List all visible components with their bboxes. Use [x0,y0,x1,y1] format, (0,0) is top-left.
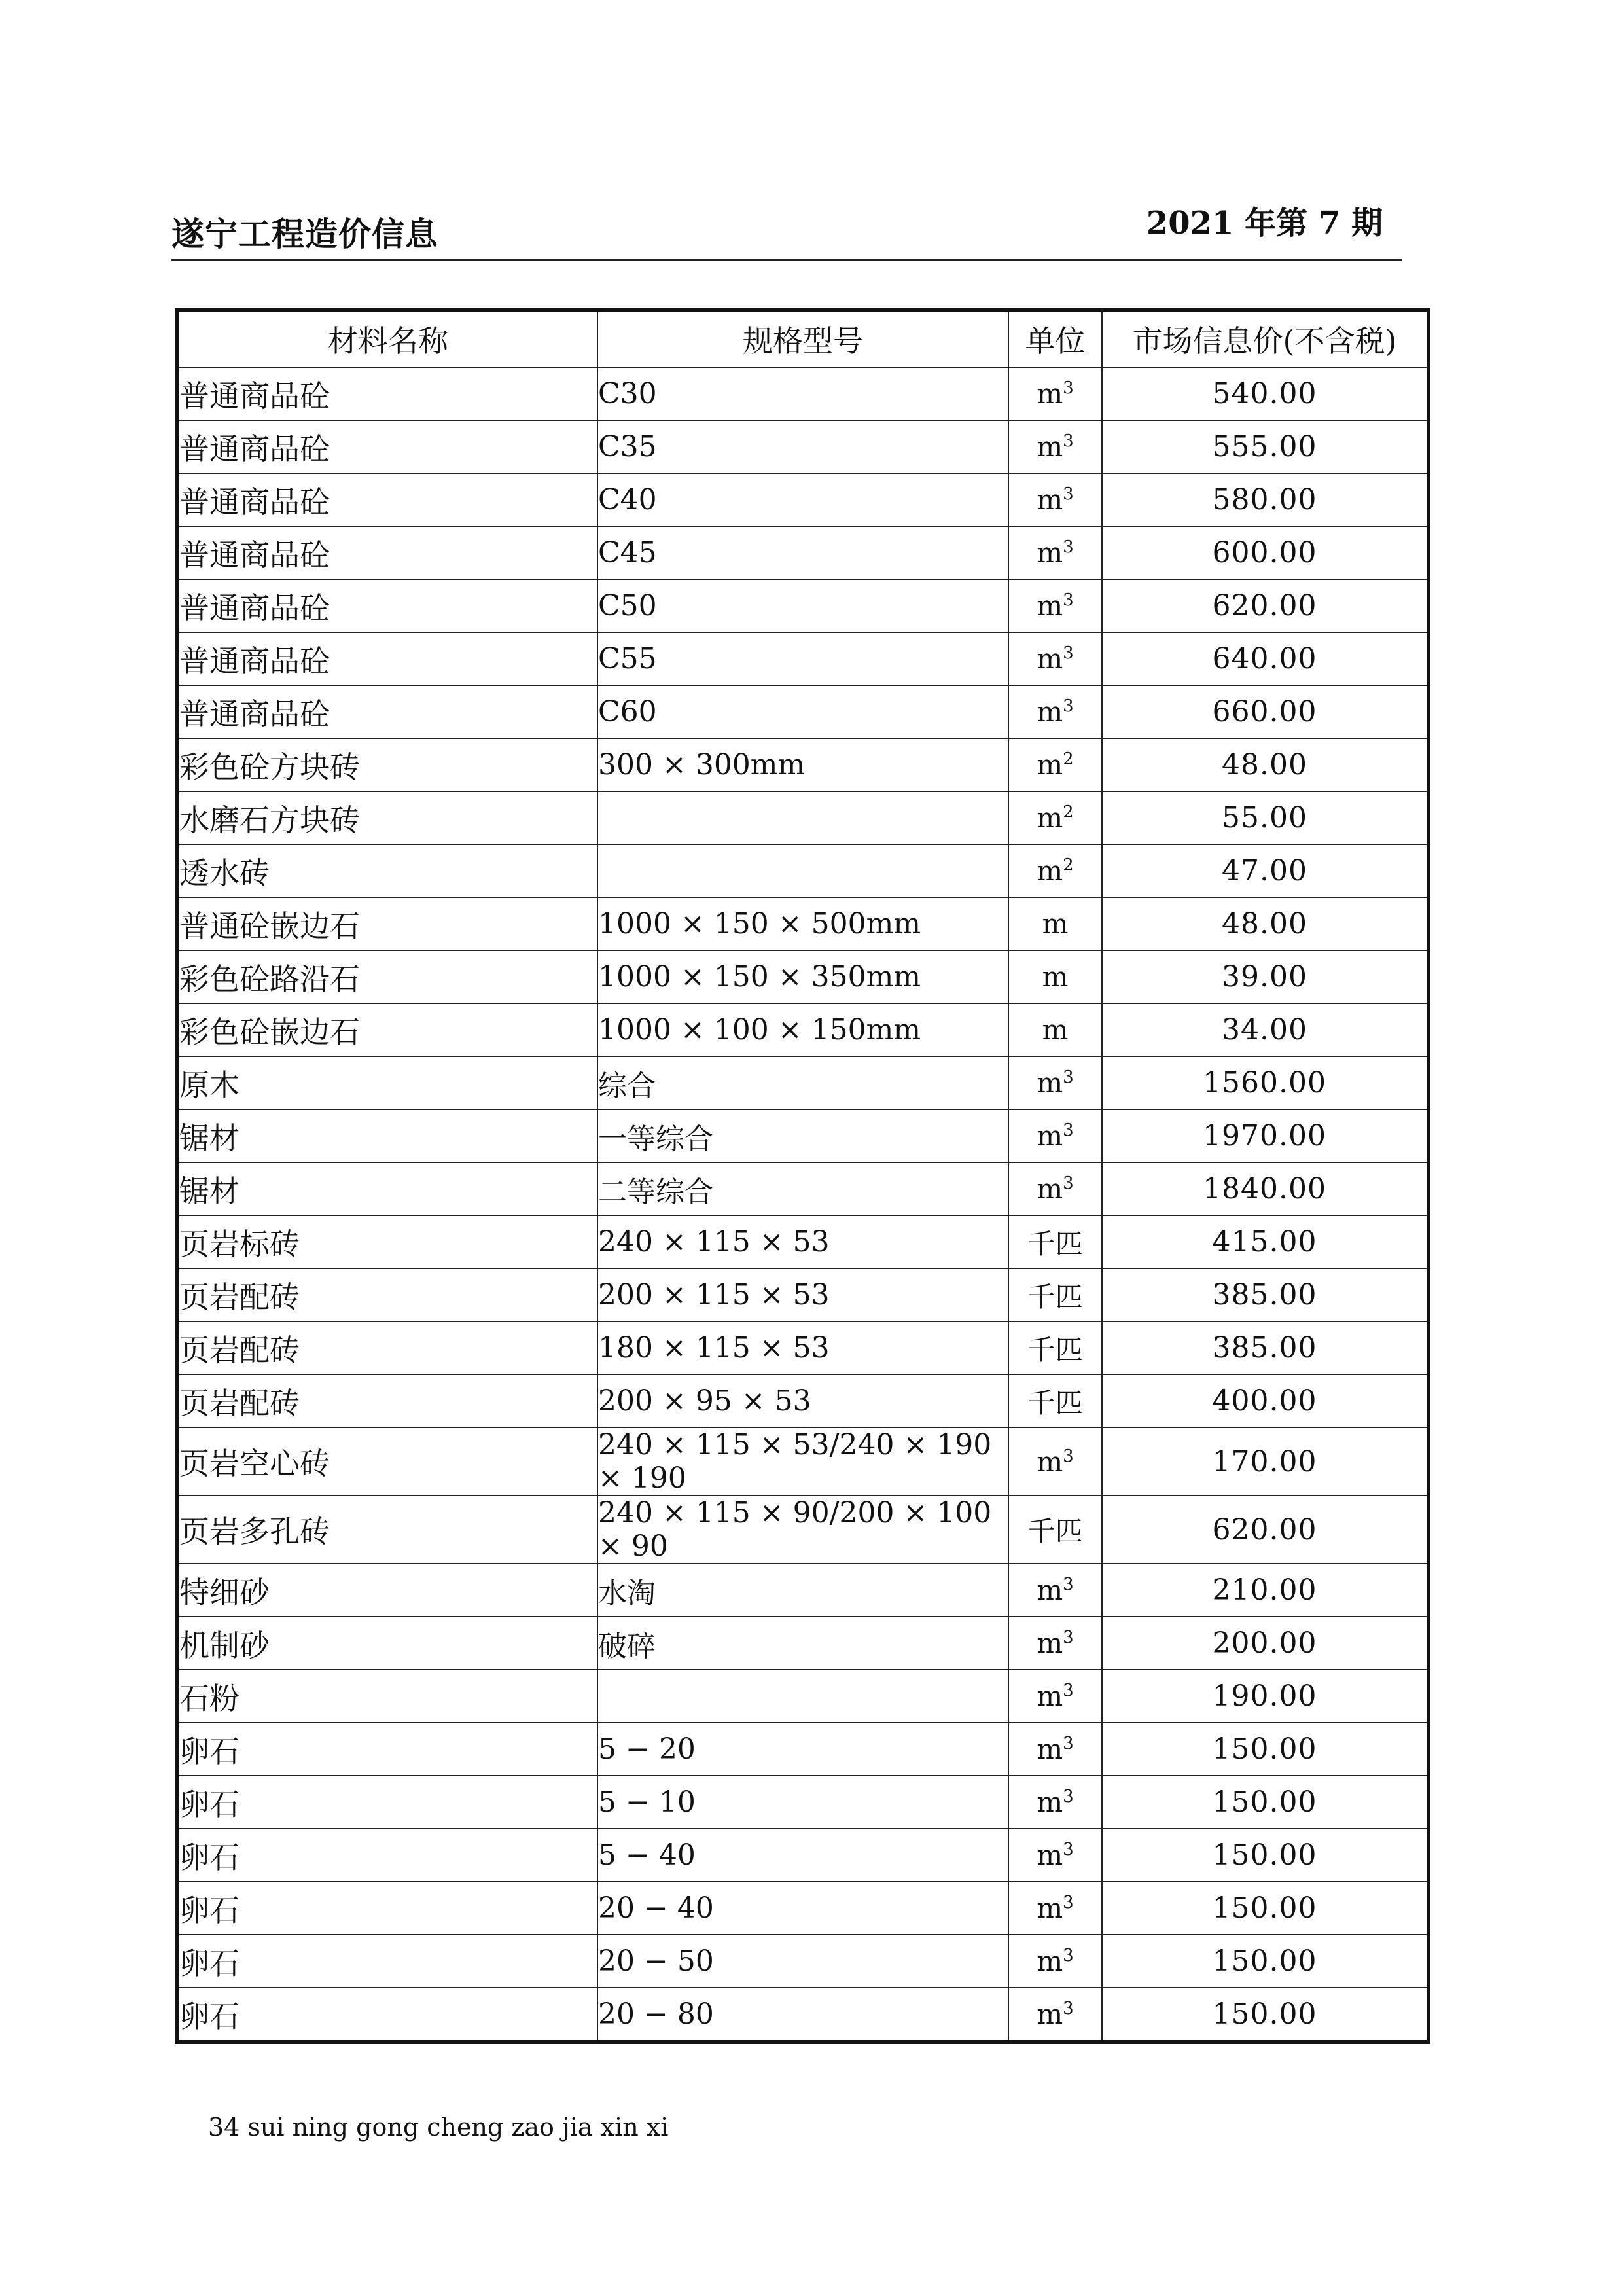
unit-cell: $m^3$ [1008,1776,1102,1829]
material-name-cell: 透水砖 [177,844,597,897]
unit-cell: $m^3$ [1008,579,1102,632]
price-cell: 1840.00 [1102,1162,1429,1215]
material-name-cell: 普通商品砼 [177,526,597,579]
table-row [177,791,1429,844]
header-divider [171,259,1402,261]
price-cell: 190.00 [1102,1670,1429,1723]
spec-cell: 1000 × 100 × 150mm [597,1003,1008,1056]
table-row [177,844,1429,897]
column-header-name: 材料名称 [177,310,597,367]
material-name-cell: 彩色砼路沿石 [177,950,597,1003]
price-cell: 620.00 [1102,1496,1429,1564]
unit-cell: 千匹 [1008,1374,1102,1427]
material-name-cell: 普通砼嵌边石 [177,897,597,950]
spec-cell: 240 × 115 × 90/200 × 100 × 90 [597,1496,1008,1564]
material-name-cell: 石粉 [177,1670,597,1723]
price-cell: 385.00 [1102,1268,1429,1321]
unit-cell: $m^3$ [1008,1829,1102,1882]
unit-cell: $m^3$ [1008,1723,1102,1776]
material-name-cell: 机制砂 [177,1617,597,1670]
unit-cell: $m^3$ [1008,685,1102,738]
unit-cell: 千匹 [1008,1268,1102,1321]
material-name-cell: 卵石 [177,1829,597,1882]
spec-cell: 二等综合 [597,1162,1008,1215]
spec-cell: C45 [597,526,1008,579]
table-row [177,1321,1429,1374]
spec-cell: 20 − 50 [597,1935,1008,1988]
material-name-cell: 彩色砼方块砖 [177,738,597,791]
material-name-cell: 卵石 [177,1723,597,1776]
price-table [175,308,1430,2044]
price-cell: 48.00 [1102,897,1429,950]
price-cell: 47.00 [1102,844,1429,897]
column-header-unit: 单位 [1008,310,1102,367]
unit-cell: $m^2$ [1008,791,1102,844]
unit-cell: $m^2$ [1008,844,1102,897]
table-row [177,1003,1429,1056]
unit-cell: $m^3$ [1008,632,1102,685]
unit-cell: $m^3$ [1008,420,1102,473]
material-name-cell: 普通商品砼 [177,579,597,632]
issue-label: 2021 年第 7 期 [1146,205,1383,242]
price-cell: 1560.00 [1102,1056,1429,1109]
material-name-cell: 普通商品砼 [177,420,597,473]
spec-cell: 一等综合 [597,1109,1008,1162]
spec-cell: 300 × 300mm [597,738,1008,791]
unit-cell: m [1008,950,1102,1003]
table-row [177,1564,1429,1617]
unit-cell: $m^2$ [1008,738,1102,791]
price-cell: 400.00 [1102,1374,1429,1427]
table-row [177,1374,1429,1427]
material-name-cell: 锯材 [177,1162,597,1215]
spec-cell: C55 [597,632,1008,685]
material-name-cell: 水磨石方块砖 [177,791,597,844]
table-row [177,1109,1429,1162]
spec-cell: 5 − 10 [597,1776,1008,1829]
column-header-spec: 规格型号 [597,310,1008,367]
unit-cell: $m^3$ [1008,1109,1102,1162]
price-cell: 150.00 [1102,1988,1429,2042]
price-cell: 620.00 [1102,579,1429,632]
material-name-cell: 页岩配砖 [177,1268,597,1321]
table-row [177,632,1429,685]
price-cell: 150.00 [1102,1829,1429,1882]
material-name-cell: 彩色砼嵌边石 [177,1003,597,1056]
spec-cell: C35 [597,420,1008,473]
unit-cell: 千匹 [1008,1496,1102,1564]
unit-cell: $m^3$ [1008,1056,1102,1109]
spec-cell: 180 × 115 × 53 [597,1321,1008,1374]
spec-cell [597,791,1008,844]
material-name-cell: 原木 [177,1056,597,1109]
price-cell: 415.00 [1102,1215,1429,1268]
column-header-price: 市场信息价(不含税) [1102,310,1429,367]
table-row [177,1723,1429,1776]
table-row [177,1215,1429,1268]
spec-cell: 破碎 [597,1617,1008,1670]
material-name-cell: 卵石 [177,1988,597,2042]
material-name-cell: 页岩配砖 [177,1374,597,1427]
material-name-cell: 页岩配砖 [177,1321,597,1374]
price-cell: 1970.00 [1102,1109,1429,1162]
price-cell: 640.00 [1102,632,1429,685]
unit-cell: $m^3$ [1008,473,1102,526]
spec-cell: 200 × 115 × 53 [597,1268,1008,1321]
unit-cell: $m^3$ [1008,1670,1102,1723]
spec-cell [597,844,1008,897]
price-cell: 660.00 [1102,685,1429,738]
unit-cell: 千匹 [1008,1321,1102,1374]
table-row [177,420,1429,473]
table-row [177,1268,1429,1321]
unit-cell: $m^3$ [1008,367,1102,420]
price-cell: 200.00 [1102,1617,1429,1670]
price-cell: 150.00 [1102,1723,1429,1776]
table-row [177,1935,1429,1988]
unit-cell: m [1008,897,1102,950]
material-name-cell: 锯材 [177,1109,597,1162]
table-row [177,1617,1429,1670]
spec-cell: 1000 × 150 × 500mm [597,897,1008,950]
spec-cell: C40 [597,473,1008,526]
price-cell: 555.00 [1102,420,1429,473]
table-row [177,1882,1429,1935]
table-header-row [177,310,1429,367]
price-cell: 385.00 [1102,1321,1429,1374]
unit-cell: $m^3$ [1008,526,1102,579]
unit-cell: $m^3$ [1008,1988,1102,2042]
material-name-cell: 普通商品砼 [177,367,597,420]
price-cell: 55.00 [1102,791,1429,844]
spec-cell: 5 − 20 [597,1723,1008,1776]
table-row [177,1988,1429,2042]
material-name-cell: 普通商品砼 [177,632,597,685]
material-name-cell: 普通商品砼 [177,685,597,738]
table-row [177,1427,1429,1496]
spec-cell: 20 − 80 [597,1988,1008,2042]
spec-cell: 240 × 115 × 53/240 × 190 × 190 [597,1427,1008,1496]
table-row [177,526,1429,579]
spec-cell: 水淘 [597,1564,1008,1617]
price-cell: 540.00 [1102,367,1429,420]
material-name-cell: 页岩多孔砖 [177,1496,597,1564]
spec-cell: 200 × 95 × 53 [597,1374,1008,1427]
table-row [177,950,1429,1003]
table-row [177,1162,1429,1215]
publication-title: 遂宁工程造价信息 [171,215,438,253]
spec-cell: C50 [597,579,1008,632]
price-cell: 600.00 [1102,526,1429,579]
material-name-cell: 页岩空心砖 [177,1427,597,1496]
price-cell: 150.00 [1102,1882,1429,1935]
unit-cell: m [1008,1003,1102,1056]
table-row [177,1829,1429,1882]
price-cell: 34.00 [1102,1003,1429,1056]
unit-cell: $m^3$ [1008,1564,1102,1617]
spec-cell: 20 − 40 [597,1882,1008,1935]
spec-cell: 综合 [597,1056,1008,1109]
unit-cell: $m^3$ [1008,1427,1102,1496]
table-row [177,738,1429,791]
unit-cell: $m^3$ [1008,1882,1102,1935]
material-name-cell: 卵石 [177,1776,597,1829]
table-row [177,367,1429,420]
material-name-cell: 特细砂 [177,1564,597,1617]
unit-cell: 千匹 [1008,1215,1102,1268]
spec-cell [597,1670,1008,1723]
price-cell: 150.00 [1102,1776,1429,1829]
unit-cell: $m^3$ [1008,1617,1102,1670]
unit-cell: $m^3$ [1008,1935,1102,1988]
price-cell: 48.00 [1102,738,1429,791]
spec-cell: 1000 × 150 × 350mm [597,950,1008,1003]
table-row [177,473,1429,526]
spec-cell: C60 [597,685,1008,738]
material-name-cell: 页岩标砖 [177,1215,597,1268]
spec-cell: 5 − 40 [597,1829,1008,1882]
table-row [177,1776,1429,1829]
spec-cell: 240 × 115 × 53 [597,1215,1008,1268]
material-name-cell: 普通商品砼 [177,473,597,526]
table-row [177,579,1429,632]
table-row [177,1496,1429,1564]
table-row [177,1056,1429,1109]
material-name-cell: 卵石 [177,1935,597,1988]
price-cell: 580.00 [1102,473,1429,526]
price-cell: 39.00 [1102,950,1429,1003]
page-footer: 34 sui ning gong cheng zao jia xin xi [208,2113,669,2142]
material-name-cell: 卵石 [177,1882,597,1935]
table-row [177,897,1429,950]
spec-cell: C30 [597,367,1008,420]
unit-cell: $m^3$ [1008,1162,1102,1215]
table-body [177,367,1429,2042]
table-row [177,685,1429,738]
table-row [177,1670,1429,1723]
price-cell: 150.00 [1102,1935,1429,1988]
price-cell: 170.00 [1102,1427,1429,1496]
price-cell: 210.00 [1102,1564,1429,1617]
